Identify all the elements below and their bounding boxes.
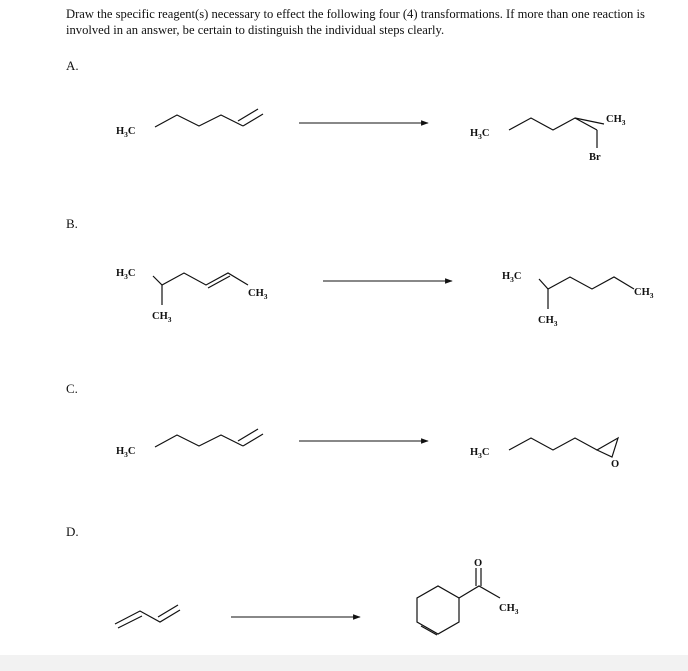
bottom-bar (0, 655, 688, 671)
part-d-end-methyl: $CH_3$ (499, 603, 519, 616)
part-b-product-chain (539, 277, 634, 289)
part-b-start-end-methyl: $CH_3$ (248, 288, 268, 301)
part-b-start-group: $H_3C$ (116, 268, 136, 281)
part-b-start-molecule (116, 268, 268, 324)
part-d-double-bond-2 (158, 605, 178, 617)
part-d-label: D. (66, 524, 79, 539)
part-c-product-chain (509, 438, 597, 450)
part-d-side-chain (459, 586, 500, 598)
part-b-start-chain (153, 273, 248, 285)
part-a-label: A. (66, 58, 79, 73)
part-a-product-group: $H_3C$ (470, 128, 490, 141)
part-c-epoxide-ring (597, 438, 618, 457)
part-d-start-molecule (115, 605, 180, 628)
part-d-carbonyl-oxygen: O (474, 558, 483, 569)
part-a-start-group: $H_3C$ (116, 126, 136, 139)
part-b-label: B. (66, 216, 78, 231)
part-b-product-molecule (502, 271, 654, 328)
part-c-label: C. (66, 381, 78, 396)
part-a-start-molecule (116, 109, 263, 139)
part-c-start-molecule (116, 429, 263, 459)
part-b-product-group: $H_3C$ (502, 271, 522, 284)
part-b-start-methyl: $CH_3$ (152, 311, 172, 324)
instructions-text: Draw the specific reagent(s) necessary to effect the following four (4) transformations. If more than one reaction is involved in an answer, be certain to distinguish the individual steps clearly. (66, 7, 645, 37)
part-c-start-group: $H_3C$ (116, 446, 136, 459)
part-a-product-methyl: $CH_3$ (606, 114, 626, 127)
part-b-product-end-methyl: $CH_3$ (634, 287, 654, 300)
part-a-start-chain (155, 115, 243, 127)
part-d-butadiene (115, 610, 180, 624)
part-a-product-bromine: Br (589, 152, 601, 163)
part-a-product-molecule (470, 114, 626, 163)
part-d-product-molecule (417, 558, 519, 635)
part-c-epoxide-oxygen: O (611, 459, 620, 470)
part-d-double-bond-1 (118, 616, 142, 628)
part-b-product-methyl: $CH_3$ (538, 315, 558, 328)
part-c-start-chain (155, 435, 243, 447)
part-c-product-molecule (470, 438, 619, 470)
part-c-product-group: $H_3C$ (470, 447, 490, 460)
part-d-ring-double-bond (421, 626, 437, 635)
